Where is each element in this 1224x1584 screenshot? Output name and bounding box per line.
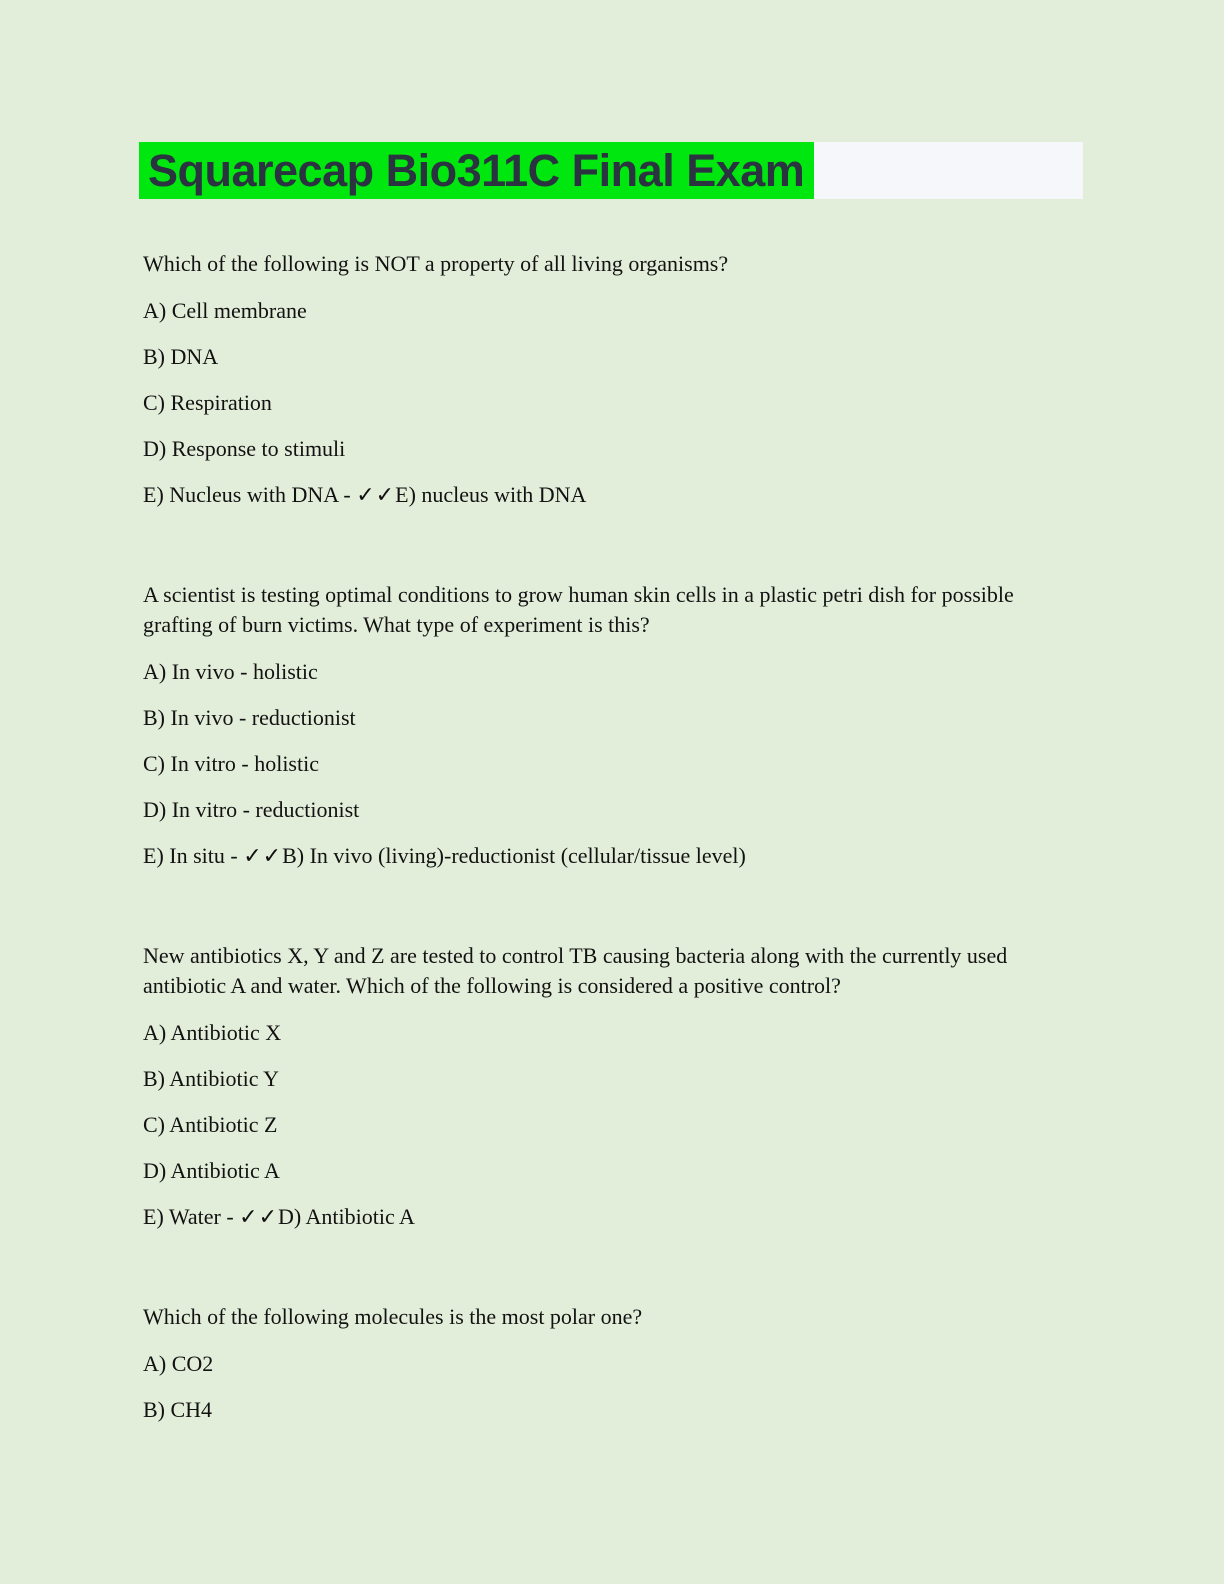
question-stem: Which of the following is NOT a property of all living organisms?	[143, 251, 729, 276]
answer-option	[143, 481, 1083, 510]
option: A) Antibiotic X	[143, 1020, 282, 1045]
title-filler	[814, 142, 1083, 199]
option: B) In vivo - reductionist	[143, 705, 356, 730]
question-list	[143, 249, 1083, 1424]
option: A) CO2	[143, 1351, 214, 1376]
option: B) Antibiotic Y	[143, 1066, 280, 1091]
option: C) Respiration	[143, 390, 272, 415]
option: C) Antibiotic Z	[143, 1112, 278, 1137]
answer-prefix: E) In situ -	[143, 843, 244, 868]
option: B) CH4	[143, 1397, 213, 1422]
answer-option	[143, 1203, 1083, 1232]
option: D) Antibiotic A	[143, 1158, 280, 1183]
question-block	[143, 580, 1083, 871]
page-content	[139, 142, 1083, 1424]
question-block	[143, 941, 1083, 1232]
answer-prefix: E) Water -	[143, 1204, 240, 1229]
title-highlight	[139, 142, 814, 199]
answer-text: E) nucleus with DNA	[395, 482, 587, 507]
answer-prefix: E) Nucleus with DNA -	[143, 482, 357, 507]
question-stem: New antibiotics X, Y and Z are tested to control TB causing bacteria along with the currently used antibiotic A and water. Which of the following is considered a positive control?	[143, 943, 1008, 998]
question-block	[143, 1302, 1083, 1424]
question-stem: A scientist is testing optimal conditions to grow human skin cells in a plastic petri dish for possible grafting of burn victims. What type of experiment is this?	[143, 582, 1014, 637]
checkmark-icon: ✓✓	[239, 1205, 279, 1230]
option: A) In vivo - holistic	[143, 659, 318, 684]
option: D) Response to stimuli	[143, 436, 346, 461]
answer-text: D) Antibiotic A	[278, 1204, 415, 1229]
question-stem: Which of the following molecules is the most polar one?	[143, 1304, 643, 1329]
title-bar	[139, 142, 1083, 199]
question-block	[143, 249, 1083, 510]
answer-option	[143, 842, 1083, 871]
answer-text: B) In vivo (living)-reductionist (cellular/tissue level)	[282, 843, 746, 868]
checkmark-icon: ✓✓	[243, 844, 283, 869]
option: B) DNA	[143, 344, 219, 369]
checkmark-icon: ✓✓	[356, 483, 396, 508]
option: D) In vitro - reductionist	[143, 797, 360, 822]
page-title: Squarecap Bio311C Final Exam	[148, 144, 805, 196]
option: C) In vitro - holistic	[143, 751, 319, 776]
option: A) Cell membrane	[143, 298, 307, 323]
